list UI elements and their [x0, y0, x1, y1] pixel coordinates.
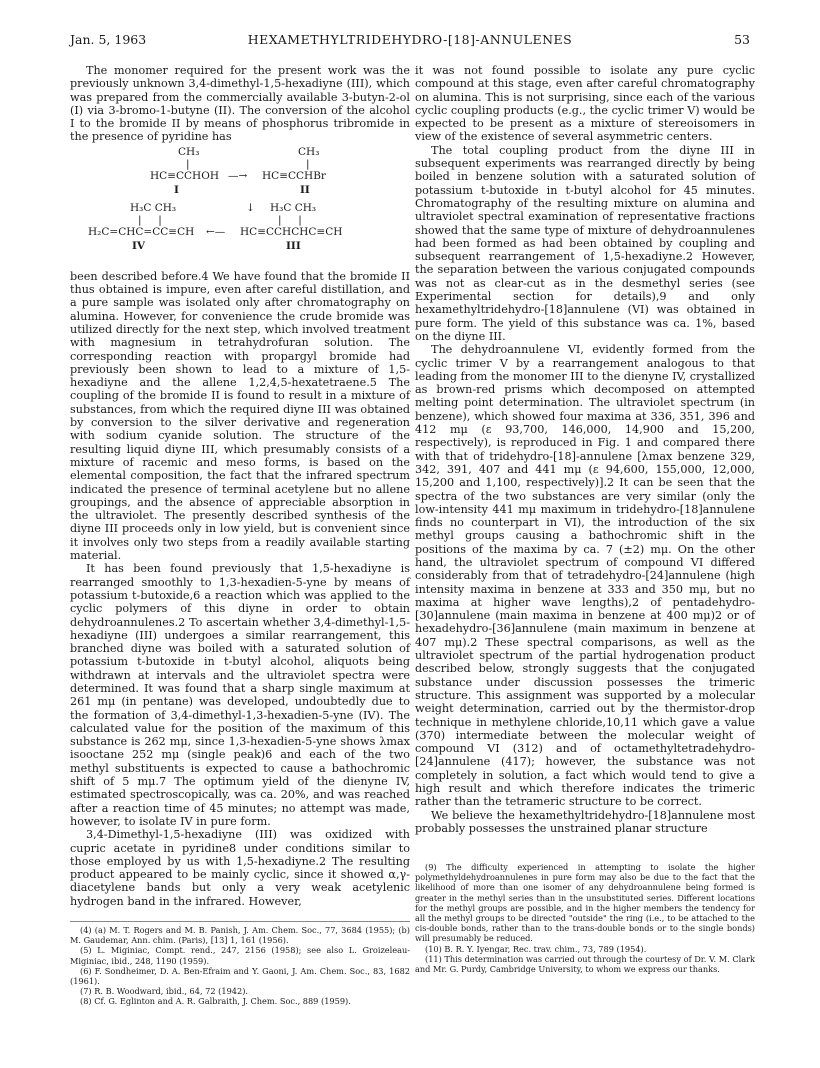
footnote-7: (7) R. B. Woodward, ibid., 64, 72 (1942).: [80, 986, 248, 997]
scheme-methyls-IV: H₃C CH₃: [130, 201, 177, 214]
scheme-label-I: I: [174, 183, 179, 196]
scheme-bonds-IV: | |: [138, 213, 162, 226]
left-column: [70, 64, 410, 908]
header-date: Jan. 5, 1963: [70, 32, 147, 47]
footnote-10: (10) B. R. Y. Iyengar, Rec. trav. chim., 73, 789 (1954).: [425, 943, 647, 954]
left-footnotes: [70, 917, 410, 1007]
scheme-down-arrow: ↓: [246, 201, 255, 214]
footnote-11: (11) This determination was carried out through the courtesy of Dr. V. M. Clark and Mr. G. Purdy, Cambridge University, to whom we express our thanks.: [415, 953, 755, 975]
scheme-alcohol-I: HC≡CCHOH: [150, 169, 219, 182]
right-column: [415, 64, 755, 835]
reaction-scheme: [70, 146, 410, 270]
scheme-arrow-left: ←—: [206, 225, 226, 238]
scheme-bond-2: |: [306, 157, 310, 170]
left-paragraph-1: The monomer required for the present work was the previously unknown 3,4-dimethyl-1,5-hexadiyne (III), which was prepared from the commercially available 3-butyn-2-ol (I) via 3-bromo-1-butyne (II). The conversion of the alcohol I to the bromide II by means of phosphorus tribromide in the presence of pyridine has: [70, 64, 410, 144]
footnote-5: (5) L. Miginiac, Compt. rend., 247, 2156 (1958); see also L. Groizeleau-Miginiac, ibid., 248, 1190 (1959).: [70, 945, 410, 966]
running-header: [70, 32, 750, 52]
scheme-dienyne-IV: H₂C=CHC=CC≡CH: [88, 225, 195, 238]
left-paragraph-3: It has been found previously that 1,5-hexadiyne is rearranged smoothly to 1,3-hexadien-5-yne by means of potassium t-butoxide,6 a reaction which was applied to the cyclic polymers of this diyne in order to obtain dehydroannulenes.2 To ascertain whether 3,4-dimethyl-1,5-hexadiyne (III) undergoes a similar rearrangement, this branched diyne was boiled with a saturated solution of potassium t-butoxide in t-butyl alcohol, aliquots being withdrawn at intervals and the ultraviolet spectra were determined. It was found that a sharp single maximum at 261 mμ (in pentane) was developed, undoubtedly due to the formation of 3,4-dimethyl-1,3-hexadien-5-yne (IV). The calculated value for the position of the maximum of this substance is 262 mμ, since 1,3-hexadien-5-yne shows λmax isooctane 252 mμ (single peak)6 and each of the two methyl substituents is expected to cause a bathochromic shift of 5 mμ.7 The optimum yield of the dienyne IV, estimated spectroscopically, was ca. 20%, and was reached after a reaction time of 45 minutes; no attempt was made, however, to isolate IV in pure form.: [70, 562, 410, 828]
footnote-6: (6) F. Sondheimer, D. A. Ben-Efraim and Y. Gaoni, J. Am. Chem. Soc., 83, 1682 (1961).: [70, 965, 410, 987]
left-paragraph-2: been described before.4 We have found that the bromide II thus obtained is impure, even after careful distillation, and a pure sample was isolated only after chromatography on alumina. However, for convenience the crude bromide was utilized directly for the next step, which involved treatment with magnesium in tetrahydrofuran solution. The corresponding reaction with propargyl bromide had previously been shown to lead to a mixture of 1,5-hexadiyne and the allene 1,2,4,5-hexatetraene.5 The coupling of the bromide II is found to result in a mixture of substances, from which the required diyne III was obtained by conversion to the silver derivative and regeneration with sodium cyanide solution. The structure of the resulting liquid diyne III, which presumably consists of a mixture of racemic and meso forms, is based on the elemental composition, the fact that the infrared spectrum indicated the presence of terminal acetylene but no allene groupings, and the absence of appreciable absorption in the ultraviolet. The presently described synthesis of the diyne III proceeds only in low yield, but is convenient since it involves only two steps from a readily available starting material.: [70, 269, 410, 563]
scheme-bromide-II: HC≡CCHBr: [262, 169, 326, 182]
left-paragraph-4: 3,4-Dimethyl-1,5-hexadiyne (III) was oxidized with cupric acetate in pyridine8 under conditions similar to those employed by us with 1,5-hexadiyne.2 The resulting product appeared to be mainly cyclic, since it showed α,γ-diacetylene bands but only a very weak acetylenic hydrogen band in the infrared. However,: [70, 828, 410, 908]
footnote-9: (9) The difficulty experienced in attempting to isolate the higher polymethyldehydroannulenes in pure form may also be due to the fact that the likelihood of more than one isomer of any dehydroannulene being formed is greater in the methyl series than in the unsubstituted series. Different locations for the methyl groups are possible, and in the higher members the tendency for all the methyl groups to be directed "outside" the ring (i.e., to be attached to the cis-double bonds, rather than to the trans-double bonds or to the single bonds) will presumably be reduced.: [415, 862, 755, 944]
right-paragraph-2: The total coupling product from the diyne III in subsequent experiments was rearranged directly by being boiled in benzene solution with a saturated solution of potassium t-butoxide in t-butyl alcohol for 45 minutes. Chromatography of the resulting mixture on alumina and ultraviolet spectral examination of representative fractions showed that the same type of mixture of dehydroannulenes had been formed as had been obtained by coupling and subsequent rearrangement of 1,5-hexadiyne.2 However, the separation between the various conjugated compounds was not as clear-cut as in the desmethyl series (see Experimental section for details),9 and only hexamethyltridehydro-[18]annulene (VI) was obtained in pure form. The yield of this substance was ca. 1%, based on the diyne III.: [415, 143, 755, 343]
scheme-label-III: III: [286, 239, 301, 252]
footnote-8: (8) Cf. G. Eglinton and A. R. Galbraith, J. Chem. Soc., 889 (1959).: [80, 996, 351, 1007]
scheme-diyne-III: HC≡CCHCHC≡CH: [240, 225, 343, 238]
scheme-label-IV: IV: [132, 239, 146, 252]
footnote-4: (4) (a) M. T. Rogers and M. B. Panish, J. Am. Chem. Soc., 77, 3684 (1955); (b) M. Gaudemar, Ann. chim. (Paris), [13] 1, 161 (1956).: [70, 925, 410, 946]
scheme-methyls-III: H₃C CH₃: [270, 201, 317, 214]
right-paragraph-4: We believe the hexamethyltridehydro-[18]annulene most probably possesses the unstrained planar structure: [415, 808, 755, 835]
right-paragraph-1: it was not found possible to isolate any pure cyclic compound at this stage, even after careful chromatography on alumina. This is not surprising, since each of the various cyclic coupling products (e.g., the cyclic trimer V) would be expected to be present as a mixture of stereoisomers in view of the existence of several asymmetric centers.: [415, 64, 755, 144]
scheme-label-II: II: [300, 183, 310, 196]
right-footnotes: [415, 862, 755, 974]
page-number: 53: [734, 32, 750, 47]
footnote-rule: [70, 921, 410, 922]
right-paragraph-3: The dehydroannulene VI, evidently formed from the cyclic trimer V by a rearrangement analogous to that leading from the monomer III to the dienyne IV, crystallized as brown-red prisms which decomposed on attempted melting point determination. The ultraviolet spectrum (in benzene), which showed four maxima at 336, 351, 396 and 412 mμ (ε 93,700, 146,000, 14,900 and 15,200, respectively), is reproduced in Fig. 1 and compared there with that of tridehydro-[18]-annulene [λmax benzene 329, 342, 391, 407 and 441 mμ (ε 94,600, 155,000, 12,000, 15,200 and 1,100, respectively)].2 It can be seen that the spectra of the two substances are very similar (only the low-intensity 441 mμ maximum in tridehydro-[18]annulene finds no counterpart in VI), the introduction of the six methyl groups causing a bathochromic shift in the positions of the maxima by ca. 7 (±2) mμ. On the other hand, the ultraviolet spectrum of compound VI differed considerably from that of tetradehydro-[24]annulene (high intensity maxima in benzene at 333 and 350 mμ, but no maxima at higher wave lengths),2 of pentadehydro-[30]annulene (main maxima in benzene at 400 mμ)2 or of hexadehydro-[36]annulene (main maximum in benzene at 407 mμ).2 These spectral comparisons, as well as the ultraviolet spectrum of the partial hydrogenation product described below, strongly suggests that the conjugated substance under discussion possesses the trimeric structure. This assignment was supported by a molecular weight determination, carried out by the thermistor-drop technique in methylene chloride,10,11 which gave a value (370) intermediate between the molecular weight of compound VI (312) and of octamethyltetradehydro-[24]annulene (417); however, the substance was not completely in solution, a fact which would tend to give a high result and which therefore indicates the trimeric rather than the tetrameric structure to be correct.: [415, 343, 755, 809]
scheme-arrow-right: —→: [228, 169, 248, 182]
scheme-ch3-bromide: CH₃: [298, 145, 320, 158]
scheme-ch3-alcohol: CH₃: [178, 145, 200, 158]
header-title: HEXAMETHYLTRIDEHYDRO-[18]-ANNULENES: [247, 32, 573, 47]
scheme-bonds-III: | |: [278, 213, 302, 226]
scheme-bond-1: |: [186, 157, 190, 170]
